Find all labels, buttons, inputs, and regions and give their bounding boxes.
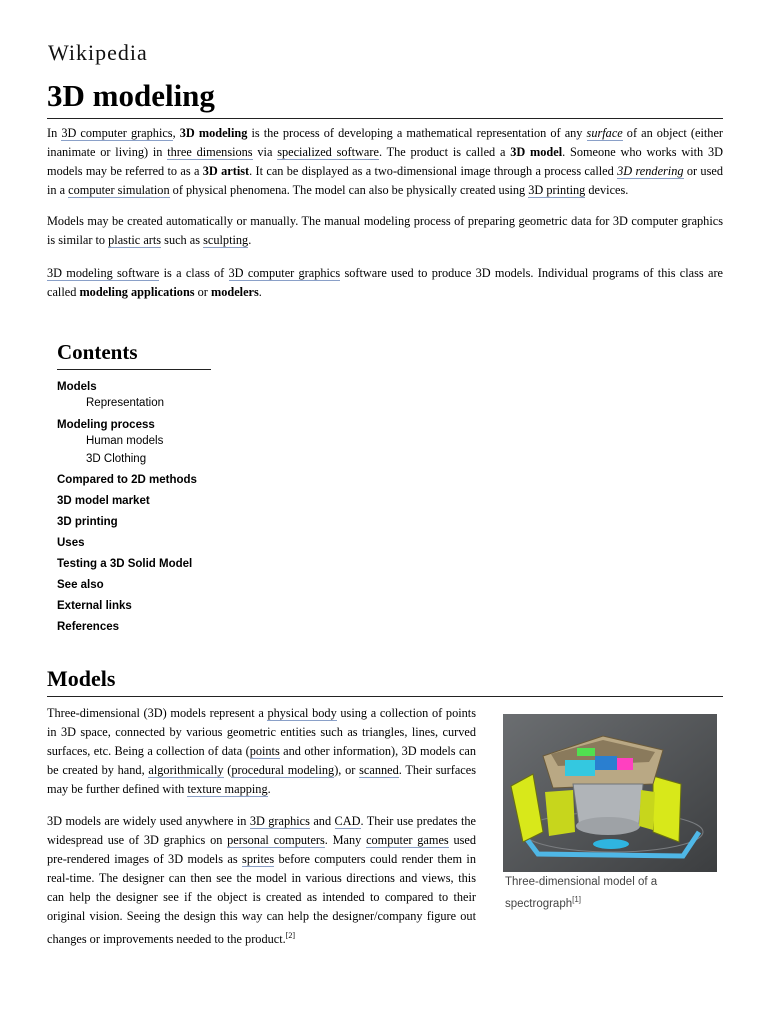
- toc-item-references[interactable]: References: [57, 621, 120, 633]
- toc-title: Contents: [57, 340, 138, 364]
- toc-item-human-models[interactable]: Human models: [86, 435, 164, 447]
- section-divider: [47, 696, 723, 697]
- link-3d-rendering[interactable]: 3D rendering: [617, 164, 684, 178]
- link-computer-games[interactable]: computer games: [366, 833, 449, 847]
- toc-item-representation[interactable]: Representation: [86, 397, 164, 409]
- link-3d-computer-graphics-2[interactable]: 3D computer graphics: [228, 266, 341, 280]
- intro-paragraph-3: 3D modeling software is a class of 3D computer graphics software used to produce 3D models. Individual programs of this class are called modeling applications or modelers.: [47, 266, 723, 299]
- table-of-contents: [57, 340, 317, 638]
- link-scanned[interactable]: scanned: [359, 763, 399, 777]
- toc-item-3d-model-market[interactable]: 3D model market: [57, 495, 150, 507]
- toc-item-compared-to-2d[interactable]: Compared to 2D methods: [57, 474, 197, 486]
- toc-item-see-also[interactable]: See also: [57, 579, 104, 591]
- link-surface[interactable]: surface: [586, 126, 623, 140]
- link-computer-simulation[interactable]: computer simulation: [68, 183, 170, 197]
- link-texture-mapping[interactable]: texture mapping: [187, 782, 268, 796]
- reference-1[interactable]: [1]: [572, 895, 582, 904]
- toc-item-modeling-process[interactable]: Modeling process: [57, 419, 155, 431]
- link-physical-body[interactable]: physical body: [267, 706, 337, 720]
- link-plastic-arts[interactable]: plastic arts: [108, 233, 162, 247]
- wikipedia-logo[interactable]: Wikipedia: [48, 40, 148, 65]
- intro-paragraph-2: Models may be created automatically or manually. The manual modeling process of preparing geometric data for 3D computer graphics is similar to plastic arts such as sculpting.: [47, 214, 723, 247]
- toc-item-uses[interactable]: Uses: [57, 537, 85, 549]
- models-paragraph-1: Three-dimensional (3D) models represent a physical body using a collection of points in 3D space, connected by various geometric entities such as triangles, lines, curved surfaces, etc. Being a collection of data (points and other information), 3D models can be created by hand, algorithmically (procedural modeling), or scanned. Their surfaces may be further defined with texture mapping.: [47, 706, 477, 796]
- link-three-dimensions[interactable]: three dimensions: [167, 145, 253, 159]
- link-3d-computer-graphics[interactable]: 3D computer graphics: [61, 126, 173, 140]
- page-title: 3D modeling: [47, 78, 215, 113]
- link-3d-modeling-software[interactable]: 3D modeling software: [47, 266, 160, 280]
- intro-paragraph-1: In 3D computer graphics, 3D modeling is the process of developing a mathematical representation of any surface of an object (either inanimate or living) in three dimensions via specialized software. The product is called a 3D model. Someone who works with 3D models may be referred to as a 3D artist. It can be displayed as a two-dimensional image through a process called 3D rendering or used in a computer simulation of physical phenomena. The model can also be physically created using 3D printing devices.: [47, 126, 724, 197]
- link-points[interactable]: points: [249, 744, 280, 758]
- link-personal-computers[interactable]: personal computers: [227, 833, 325, 847]
- section-heading-models: Models: [47, 666, 116, 691]
- link-3d-graphics[interactable]: 3D graphics: [249, 814, 310, 828]
- link-procedural-modeling[interactable]: procedural modeling: [231, 763, 335, 777]
- toc-item-3d-printing[interactable]: 3D printing: [57, 516, 118, 528]
- toc-divider: [57, 369, 211, 370]
- reference-2[interactable]: [2]: [285, 931, 296, 940]
- link-specialized-software[interactable]: specialized software: [277, 145, 379, 159]
- toc-item-3d-clothing[interactable]: 3D Clothing: [86, 453, 147, 465]
- models-paragraph-2: 3D models are widely used anywhere in 3D graphics and CAD. Their use predates the widespread use of 3D graphics on personal computers. Many computer games used pre-rendered images of 3D models as sprites before computers could render them in real-time. The designer can then see the model in various directions and views, this can help the designer see if the object is created as intended to compared to their original vision. Seeing the design this way can help the designer/company figure out changes or improvements needed to the product.[2]: [47, 814, 477, 947]
- toc-item-testing-solid-model[interactable]: Testing a 3D Solid Model: [57, 558, 193, 570]
- link-3d-printing[interactable]: 3D printing: [528, 183, 586, 197]
- link-sculpting[interactable]: sculpting: [203, 233, 249, 247]
- title-divider: [47, 118, 723, 119]
- spectrograph-illustration: [503, 714, 717, 872]
- toc-item-external-links[interactable]: External links: [57, 600, 132, 612]
- link-algorithmically[interactable]: algorithmically: [148, 763, 224, 777]
- link-cad[interactable]: CAD: [334, 814, 361, 828]
- link-sprites[interactable]: sprites: [242, 852, 275, 866]
- spectrograph-model-image[interactable]: [503, 714, 717, 872]
- figure-caption: Three-dimensional model of a spectrograph[1]: [505, 876, 658, 910]
- toc-item-models[interactable]: Models: [57, 381, 97, 393]
